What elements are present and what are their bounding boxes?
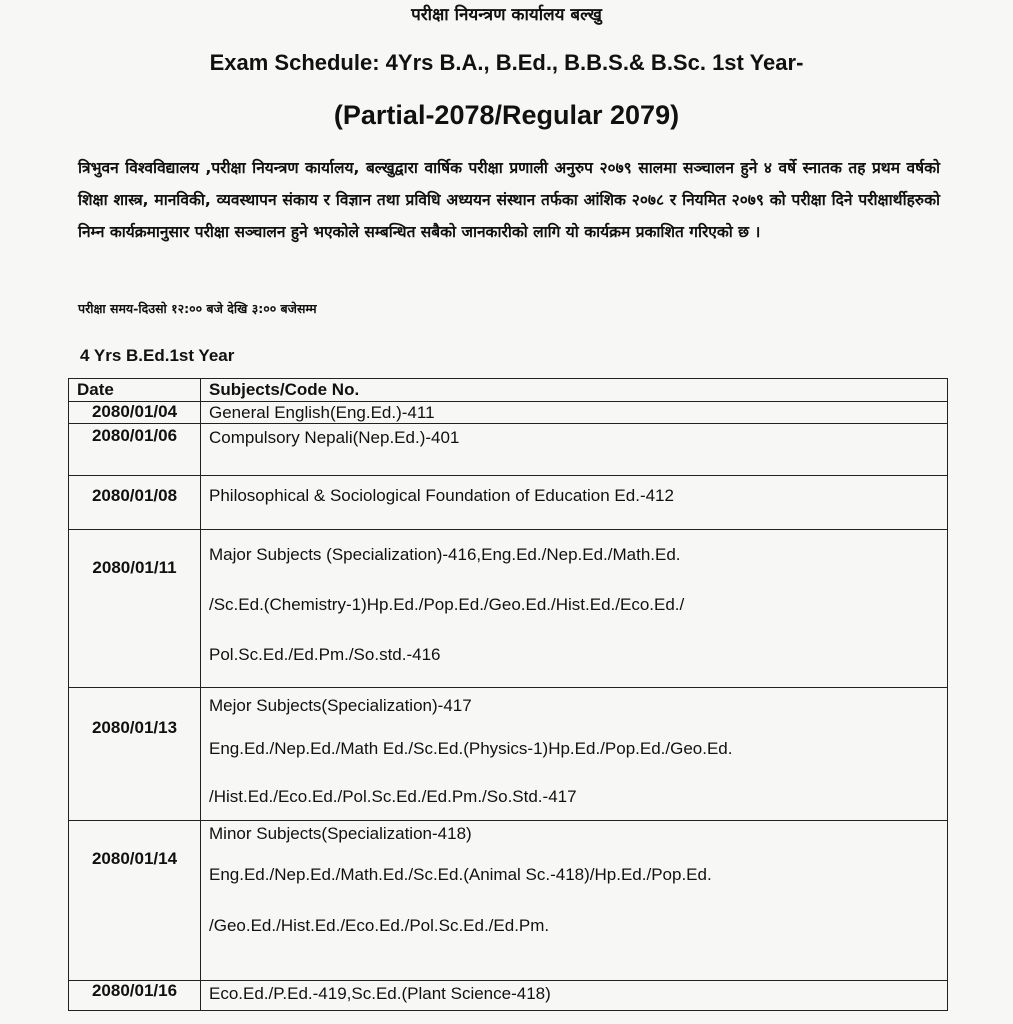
table-row <box>69 821 948 981</box>
header-subjects: Subjects/Code No. <box>201 379 948 402</box>
document-title: Exam Schedule: 4Yrs B.A., B.Ed., B.B.S.& B.Sc. 1st Year- <box>209 50 804 75</box>
subject-line: Philosophical & Sociological Foundation of Education Ed.-412 <box>209 486 674 505</box>
document-subtitle: (Partial-2078/Regular 2079) <box>333 100 680 130</box>
subject-line: /Hist.Ed./Eco.Ed./Pol.Sc.Ed./Ed.Pm./So.Std.-417 <box>209 787 577 806</box>
row-date: 2080/01/06 <box>69 424 201 476</box>
row-subjects <box>201 424 948 476</box>
row-date: 2080/01/14 <box>69 821 201 981</box>
row-subjects <box>201 402 948 424</box>
table-row <box>69 476 948 530</box>
schedule-table-wrapper <box>68 378 948 1018</box>
table-header-row <box>69 379 948 402</box>
row-date: 2080/01/16 <box>69 981 201 1011</box>
subject-line: Pol.Sc.Ed./Ed.Pm./So.std.-416 <box>209 645 441 664</box>
header-date: Date <box>69 379 201 402</box>
row-date: 2080/01/04 <box>69 402 201 424</box>
subject-line: /Geo.Ed./Hist.Ed./Eco.Ed./Pol.Sc.Ed./Ed.Pm. <box>209 916 550 935</box>
subject-line: General English(Eng.Ed.)-411 <box>209 403 435 422</box>
exam-time: परीक्षा समय-दिउसो १२:०० बजे देखि ३:०० बजेसम्म <box>78 301 317 316</box>
row-subjects <box>201 476 948 530</box>
table-row <box>69 981 948 1011</box>
subject-line: Eng.Ed./Nep.Ed./Math Ed./Sc.Ed.(Physics-1)Hp.Ed./Pop.Ed./Geo.Ed. <box>209 739 733 758</box>
row-date: 2080/01/11 <box>69 530 201 688</box>
table-row <box>69 530 948 688</box>
subject-line: Eco.Ed./P.Ed.-419,Sc.Ed.(Plant Science-418) <box>209 984 551 1003</box>
table-row <box>69 688 948 821</box>
row-date: 2080/01/13 <box>69 688 201 821</box>
office-heading: परीक्षा नियन्त्रण कार्यालय बल्खु <box>411 5 602 25</box>
subject-line: Mejor Subjects(Specialization)-417 <box>209 696 472 715</box>
schedule-table <box>68 378 948 1011</box>
subject-line: /Sc.Ed.(Chemistry-1)Hp.Ed./Pop.Ed./Geo.Ed./Hist.Ed./Eco.Ed./ <box>209 595 685 614</box>
subject-line: Compulsory Nepali(Nep.Ed.)-401 <box>209 428 460 447</box>
subject-line: Minor Subjects(Specialization-418) <box>209 824 472 843</box>
table-row <box>69 402 948 424</box>
row-subjects <box>201 981 948 1011</box>
row-subjects <box>201 530 948 688</box>
row-date: 2080/01/08 <box>69 476 201 530</box>
row-subjects <box>201 821 948 981</box>
notice-paragraph: त्रिभुवन विश्वविद्यालय ,परीक्षा नियन्त्रण कार्यालय, बल्खुद्वारा वार्षिक परीक्षा प्रणाली अनुरुप २०७९ सालमा सञ्चालन हुने ४ वर्षे स्नातक तह प्रथम वर्षको शिक्षा शास्त्र, मानविकी, व्यवस्थापन संकाय र विज्ञान तथा प्रविधि अध्ययन संस्थान तर्फका आंशिक २०७८ र नियमित २०७९ को परीक्षा दिने परीक्षार्थीहरुको निम्न कार्यक्रमानुसार परीक्षा सञ्चालन हुने भएकोले सम्बन्धित सबैको जानकारीको लागि यो कार्यक्रम प्रकाशित गरिएको छ । <box>78 159 940 241</box>
section-title: 4 Yrs B.Ed.1st Year <box>80 346 235 365</box>
table-row <box>69 424 948 476</box>
subject-line: Major Subjects (Specialization)-416,Eng.Ed./Nep.Ed./Math.Ed. <box>209 545 681 564</box>
subject-line: Eng.Ed./Nep.Ed./Math.Ed./Sc.Ed.(Animal Sc.-418)/Hp.Ed./Pop.Ed. <box>209 865 712 884</box>
row-subjects <box>201 688 948 821</box>
